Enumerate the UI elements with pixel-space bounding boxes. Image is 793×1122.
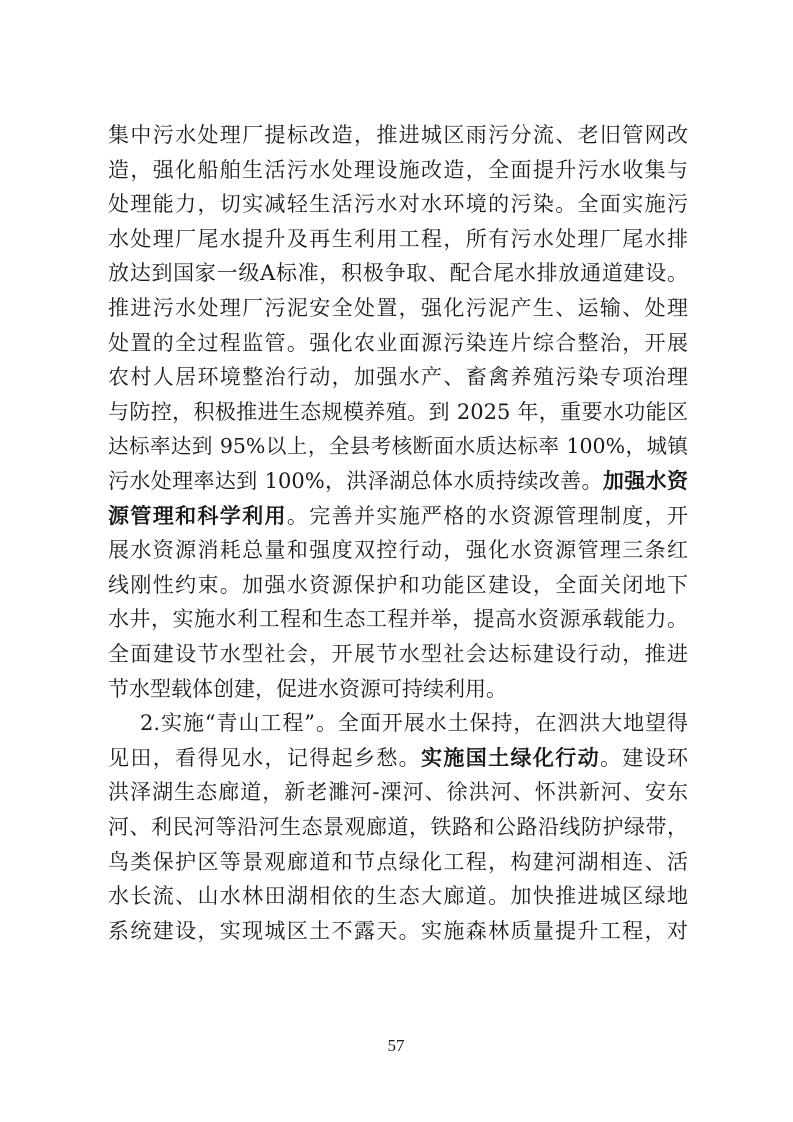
text-segment: 达标率达到 95%以上，全县考核断面水质达标率 100%，城镇 <box>108 434 688 459</box>
text-line <box>108 672 688 706</box>
text-segment: 集中污水处理厂提标改造，推进城区雨污分流、老旧管网改 <box>108 123 688 147</box>
text-segment: 造，强化船舶生活污水处理设施改造，全面提升污水收集与 <box>108 157 688 182</box>
text-segment: 农村人居环境整治行动，加强水产、畜禽养殖污染专项治理 <box>108 365 688 390</box>
text-line <box>108 395 688 429</box>
text-line <box>108 222 688 256</box>
text-line <box>108 326 688 360</box>
text-segment: 污水处理率达到 100%，洪泽湖总体水质持续改善。 <box>108 469 603 493</box>
text-segment: 水井，实施水利工程和生态工程并举，提高水资源承载能力。 <box>108 607 688 632</box>
text-segment: 2.实施“青山工程”。全面开展水土保持，在泗洪大地望得 <box>140 711 688 736</box>
text-line <box>108 256 688 290</box>
text-segment: 水长流、山水林田湖相依的生态大廊道。加快推进城区绿地 <box>108 884 688 909</box>
text-line <box>108 568 688 602</box>
text-line <box>108 464 688 498</box>
text-segment: 与防控，积极推进生态规模养殖。到 2025 年，重要水功能区 <box>108 399 688 424</box>
text-line <box>108 499 688 533</box>
text-line <box>108 533 688 567</box>
text-segment: 全面建设节水型社会，开展节水型社会达标建设行动，推进 <box>108 642 688 666</box>
text-segment: 处理能力，切实减轻生活污水对水环境的污染。全面实施污 <box>108 192 688 217</box>
text-segment: 洪泽湖生态廊道，新老濉河-溧河、徐洪河、怀洪新河、安东 <box>108 780 688 805</box>
text-segment: 放达到国家一级A标准，积极争取、配合尾水排放通道建设。 <box>108 261 688 286</box>
text-segment: 。完善并实施严格的水资源管理制度，开 <box>286 503 688 528</box>
text-segment: 见田，看得见水，记得起乡愁。 <box>108 745 422 770</box>
text-line <box>108 637 688 671</box>
text-line <box>108 187 688 221</box>
text-segment: 展水资源消耗总量和强度双控行动，强化水资源管理三条红 <box>108 538 688 563</box>
text-segment: 节水型载体创建，促进水资源可持续利用。 <box>108 676 507 701</box>
text-line <box>108 291 688 325</box>
text-segment: 系统建设，实现城区土不露天。实施森林质量提升工程，对 <box>108 918 688 943</box>
text-line <box>108 118 688 152</box>
text-line <box>108 153 688 187</box>
text-line <box>108 429 688 463</box>
bold-text-segment: 加强水资 <box>602 468 688 493</box>
text-line <box>108 810 688 844</box>
text-line <box>108 845 688 879</box>
page-number: 57 <box>387 1036 405 1055</box>
text-line <box>108 602 688 636</box>
text-segment: 处置的全过程监管。强化农业面源污染连片综合整治，开展 <box>108 330 688 355</box>
text-line <box>108 360 688 394</box>
text-segment: 推进污水处理厂污泥安全处置，强化污泥产生、运输、处理 <box>108 296 688 320</box>
text-segment: 河、利民河等沿河生态景观廊道，铁路和公路沿线防护绿带， <box>108 815 688 839</box>
text-line <box>108 775 688 809</box>
text-line <box>108 914 688 948</box>
bold-text-segment: 实施国土绿化行动 <box>421 744 600 770</box>
text-line <box>108 741 688 775</box>
text-line <box>140 706 688 740</box>
bold-text-segment: 源管理和科学利用 <box>108 502 287 528</box>
text-segment: 鸟类保护区等景观廊道和节点绿化工程，构建河湖相连、活 <box>108 849 688 874</box>
text-segment: 。建设环 <box>599 745 688 770</box>
text-line <box>108 879 688 913</box>
text-segment: 线刚性约束。加强水资源保护和功能区建设，全面关闭地下 <box>108 572 688 597</box>
text-segment: 水处理厂尾水提升及再生利用工程，所有污水处理厂尾水排 <box>108 226 688 251</box>
